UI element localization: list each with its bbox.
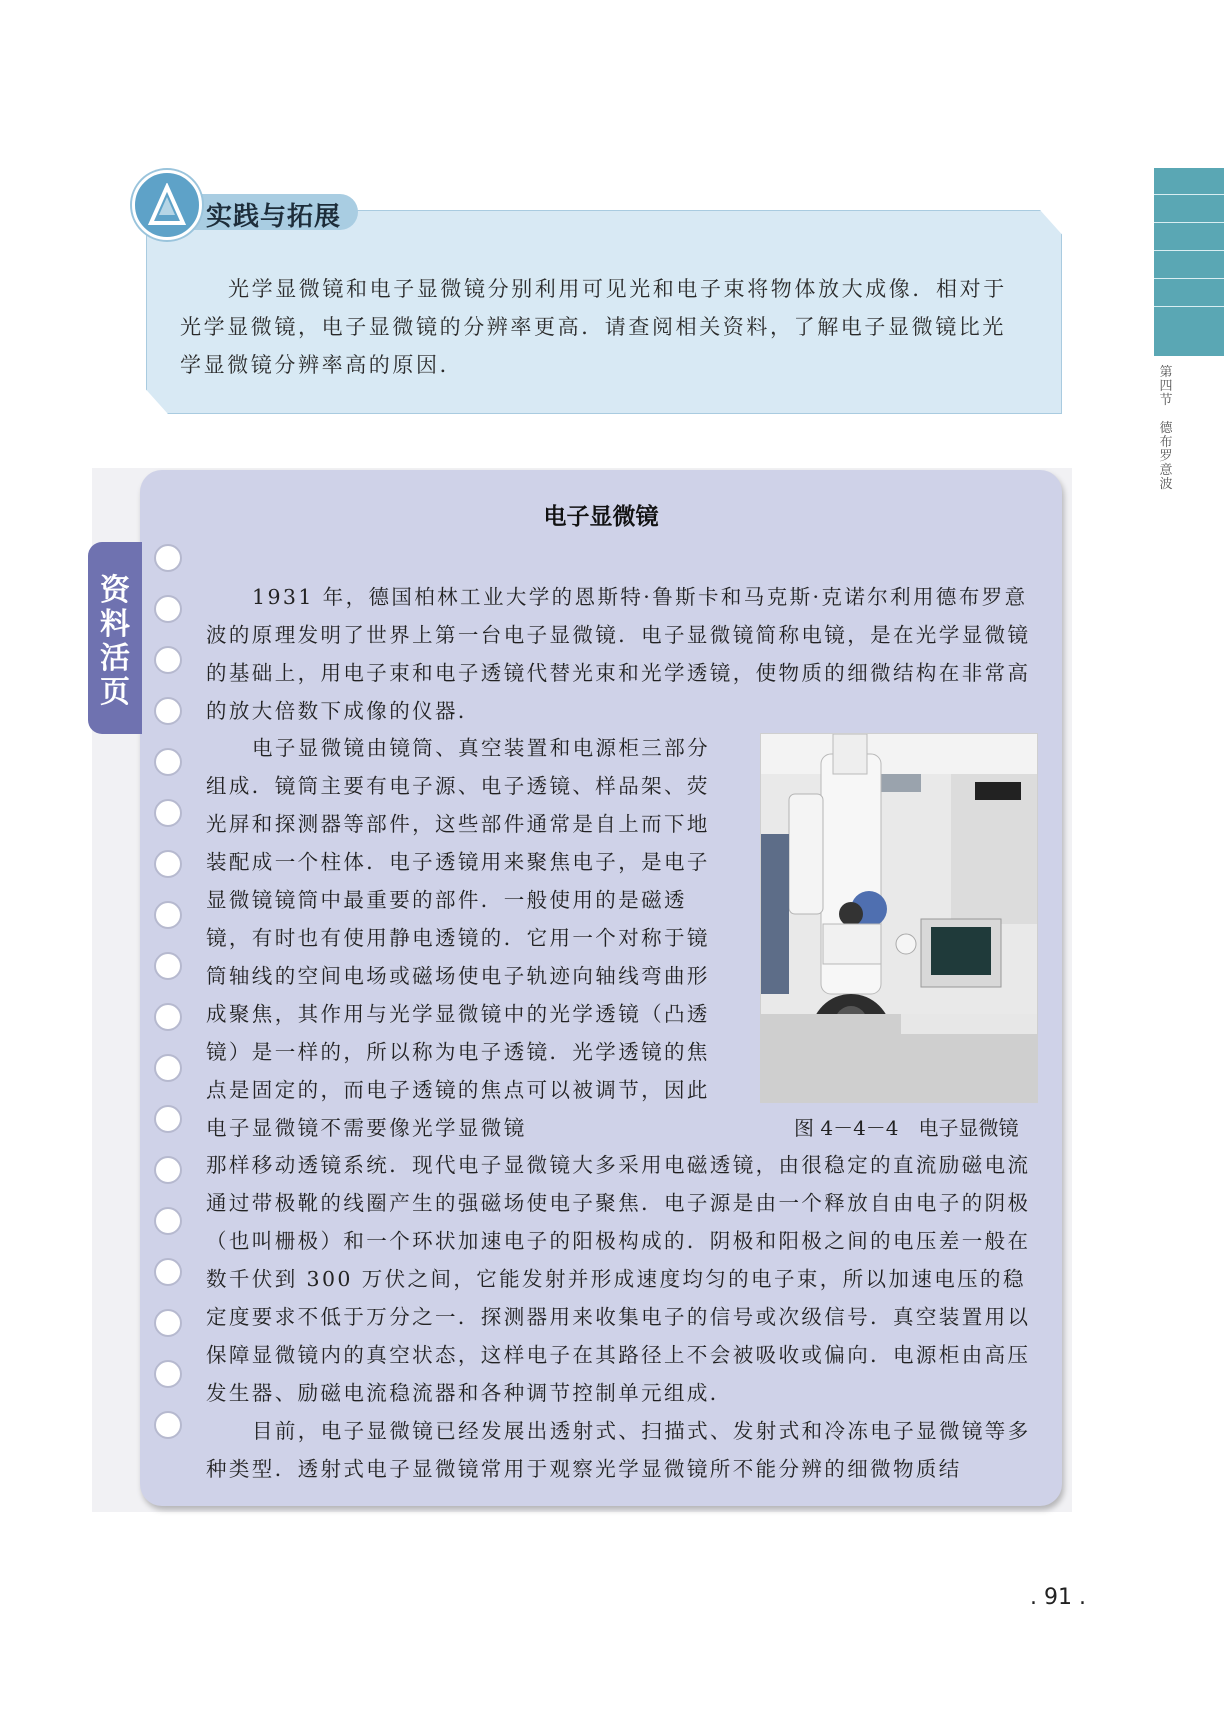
page-number: . 91 . bbox=[1030, 1585, 1086, 1610]
binder-ring bbox=[154, 1054, 182, 1082]
binder-ring bbox=[154, 952, 182, 980]
paragraph-2-full bbox=[206, 1146, 1040, 1412]
chapter-side-tab bbox=[1154, 168, 1224, 356]
binder-ring bbox=[154, 850, 182, 878]
binder-ring bbox=[154, 1309, 182, 1337]
paragraph-2-wrapped bbox=[206, 729, 728, 1147]
practice-header bbox=[132, 170, 358, 232]
practice-title: 实践与拓展 bbox=[206, 202, 342, 232]
paragraph-2-text-a: 电子显微镜由镜筒、真空装置和电源柜三部分组成．镜筒主要有电子源、电子透镜、样品架、荧光屏和探测器等部件，这些部件通常是自上而下地装配成一个柱体．电子透镜用来聚焦电子，是电子显微镜镜筒中最重要的部件．一般使用的是磁透镜，有时也有使用静电透镜的．它用一个对称于镜筒轴线的空间电场或磁场使电子轨迹向轴线弯曲形成聚焦，其作用与光学显微镜中的光学透镜（凸透镜）是一样的，所以称为电子透镜．光学透镜的焦点是固定的，而电子透镜的焦点可以被调节，因此电子显微镜不需要像光学显微镜 bbox=[206, 736, 710, 1140]
electron-microscope-photo bbox=[760, 733, 1038, 1103]
paragraph-1 bbox=[206, 578, 1040, 730]
binder-ring bbox=[154, 1156, 182, 1184]
ruler-compass-icon bbox=[132, 170, 202, 240]
paragraph-3-text: 目前，电子显微镜已经发展出透射式、扫描式、发射式和冷冻电子显微镜等多种类型．透射式电子显微镜常用于观察光学显微镜所不能分辨的细微物质结 bbox=[206, 1419, 1031, 1481]
binder-ring bbox=[154, 748, 182, 776]
section-topic: 德布罗意波 bbox=[1159, 421, 1173, 492]
resource-tab-label: 资料活页 bbox=[100, 573, 130, 710]
practice-text bbox=[180, 270, 1026, 384]
figure-caption: 图 4－4－4 电子显微镜 bbox=[794, 1116, 1019, 1140]
card-title: 电子显微镜 bbox=[543, 504, 659, 530]
binder-ring bbox=[154, 901, 182, 929]
binder-ring bbox=[154, 1411, 182, 1439]
binder-ring bbox=[154, 1258, 182, 1286]
binder-ring bbox=[154, 646, 182, 674]
binder-ring bbox=[154, 1360, 182, 1388]
binder-ring bbox=[154, 595, 182, 623]
paragraph-3 bbox=[206, 1412, 1040, 1488]
binder-ring bbox=[154, 544, 182, 572]
side-section-label bbox=[1154, 366, 1178, 492]
binder-ring bbox=[154, 1105, 182, 1133]
paragraph-2-text-b: 那样移动透镜系统．现代电子显微镜大多采用电磁透镜，由很稳定的直流励磁电流通过带极靴的线圈产生的强磁场使电子聚焦．电子源是由一个释放自由电子的阴极（也叫栅极）和一个环状加速电子的阳极构成的．阴极和阳极之间的电压差一般在数千伏到 300 万伏之间，它能发射并形成速度均匀的电子束，所以加速电压的稳定度要求不低于万分之一．探测器用来收集电子的信号或次级信号．真空装置用以保障显微镜内的真空状态，这样电子在其路径上不会被吸收或偏向．电源柜由高压发生器、励磁电流稳流器和各种调节控制单元组成． bbox=[206, 1153, 1031, 1405]
practice-paragraph: 光学显微镜和电子显微镜分别利用可见光和电子束将物体放大成像．相对于光学显微镜，电子显微镜的分辨率更高．请查阅相关资料，了解电子显微镜比光学显微镜分辨率高的原因． bbox=[180, 277, 1007, 377]
binder-ring bbox=[154, 799, 182, 827]
binder-ring bbox=[154, 1207, 182, 1235]
binder-ring bbox=[154, 1003, 182, 1031]
section-number: 第四节 bbox=[1159, 365, 1173, 408]
binder-ring bbox=[154, 697, 182, 725]
paragraph-1-text: 1931 年，德国柏林工业大学的恩斯特·鲁斯卡和马克斯·克诺尔利用德布罗意波的原理发明了世界上第一台电子显微镜．电子显微镜简称电镜，是在光学显微镜的基础上，用电子束和电子透镜代替光束和光学透镜，使物质的细微结构在非常高的放大倍数下成像的仪器． bbox=[206, 585, 1031, 723]
resource-tab bbox=[88, 542, 142, 734]
